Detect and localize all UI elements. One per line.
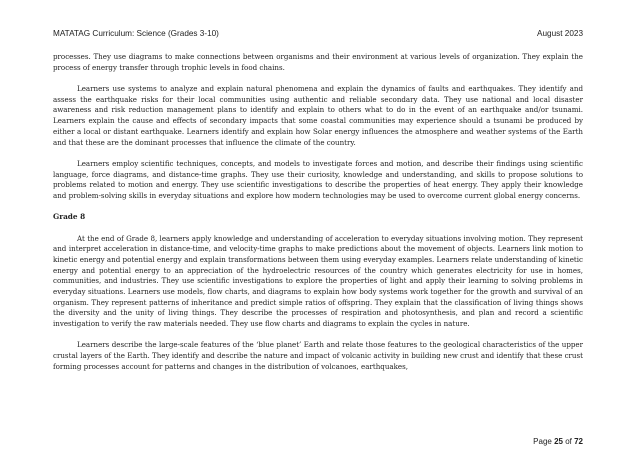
page-header bbox=[53, 27, 583, 39]
paragraph-blue-planet: Learners describe the large-scale features of the ‘blue planet’ Earth and relate those features to the geological characteristics of the upper crustal layers of the Earth. They identify and describe the nature and impact of volcanic activity in building new crust and identify that these crust forming processes account for patterns and changes in the distribution of volcanoes, earthquakes, bbox=[53, 340, 583, 371]
page-number: 25 bbox=[554, 437, 563, 446]
header-title: MATATAG Curriculum: Science (Grades 3-10) bbox=[53, 28, 219, 38]
page-label: Page bbox=[533, 437, 555, 446]
page-footer bbox=[533, 437, 583, 446]
header-date: August 2023 bbox=[537, 28, 583, 38]
section-heading-grade-8: Grade 8 bbox=[53, 212, 86, 222]
paragraph-earthquakes: Learners use systems to analyze and explain natural phenomena and explain the dynamics of faults and earthquakes. They identify and assess the earthquake risks for their local communities using authentic and reliable secondary data. They use national and local disaster awareness and risk reduction management plans to identify and explain to others what to do in the event of an earthquake and/or tsunami. Learners explain the cause and effects of secondary impacts that some coastal communities may experience should a tsunami be produced by either a local or distant earthquake. Learners identify and explain how Solar energy influences the atmosphere and weather systems of the Earth and that these are the dominant processes that influence the climate of the country. bbox=[53, 84, 583, 147]
paragraph-continuation: processes. They use diagrams to make connections between organisms and their environment at various levels of organization. They explain the process of energy transfer through trophic levels in food chains. bbox=[53, 52, 583, 72]
page-body bbox=[53, 52, 583, 383]
paragraph-grade-8-overview: At the end of Grade 8, learners apply knowledge and understanding of acceleration to everyday situations involving motion. They represent and interpret acceleration in distance-time, and velocity-time graphs to make predictions about the movement of objects. Learners link motion to kinetic energy and potential energy and explain transformations between them using everyday examples. Learners relate understanding of kinetic energy and potential energy to an appreciation of the hydroelectric resources of the country which generates electricity for use in homes, communities, and industries. They use scientific investigations to explore the properties of light and apply their learning to solving problems in everyday situations. Learners use models, flow charts, and diagrams to explain how body systems work together for the growth and survival of an organism. They represent patterns of inheritance and predict simple ratios of offspring. They explain that the classification of living things shows the diversity and the unity of living things. They describe the processes of respiration and photosynthesis, and plan and record a scientific investigation to verify the raw materials needed. They use flow charts and diagrams to explain the cycles in nature. bbox=[53, 233, 583, 329]
page-total: 72 bbox=[574, 437, 583, 446]
paragraph-forces-motion: Learners employ scientific techniques, concepts, and models to investigate forces and motion, and describe their findings using scientific language, force diagrams, and distance-time graphs. They use their curiosity, knowledge and understanding, and skills to propose solutions to problems related to motion and energy. They use scientific investigations to describe the properties of heat energy. They apply their knowledge and problem-solving skills in everyday situations and explore how modern technologies may be used to overcome current global energy concerns. bbox=[53, 158, 583, 200]
page-of-label: of bbox=[562, 437, 575, 446]
